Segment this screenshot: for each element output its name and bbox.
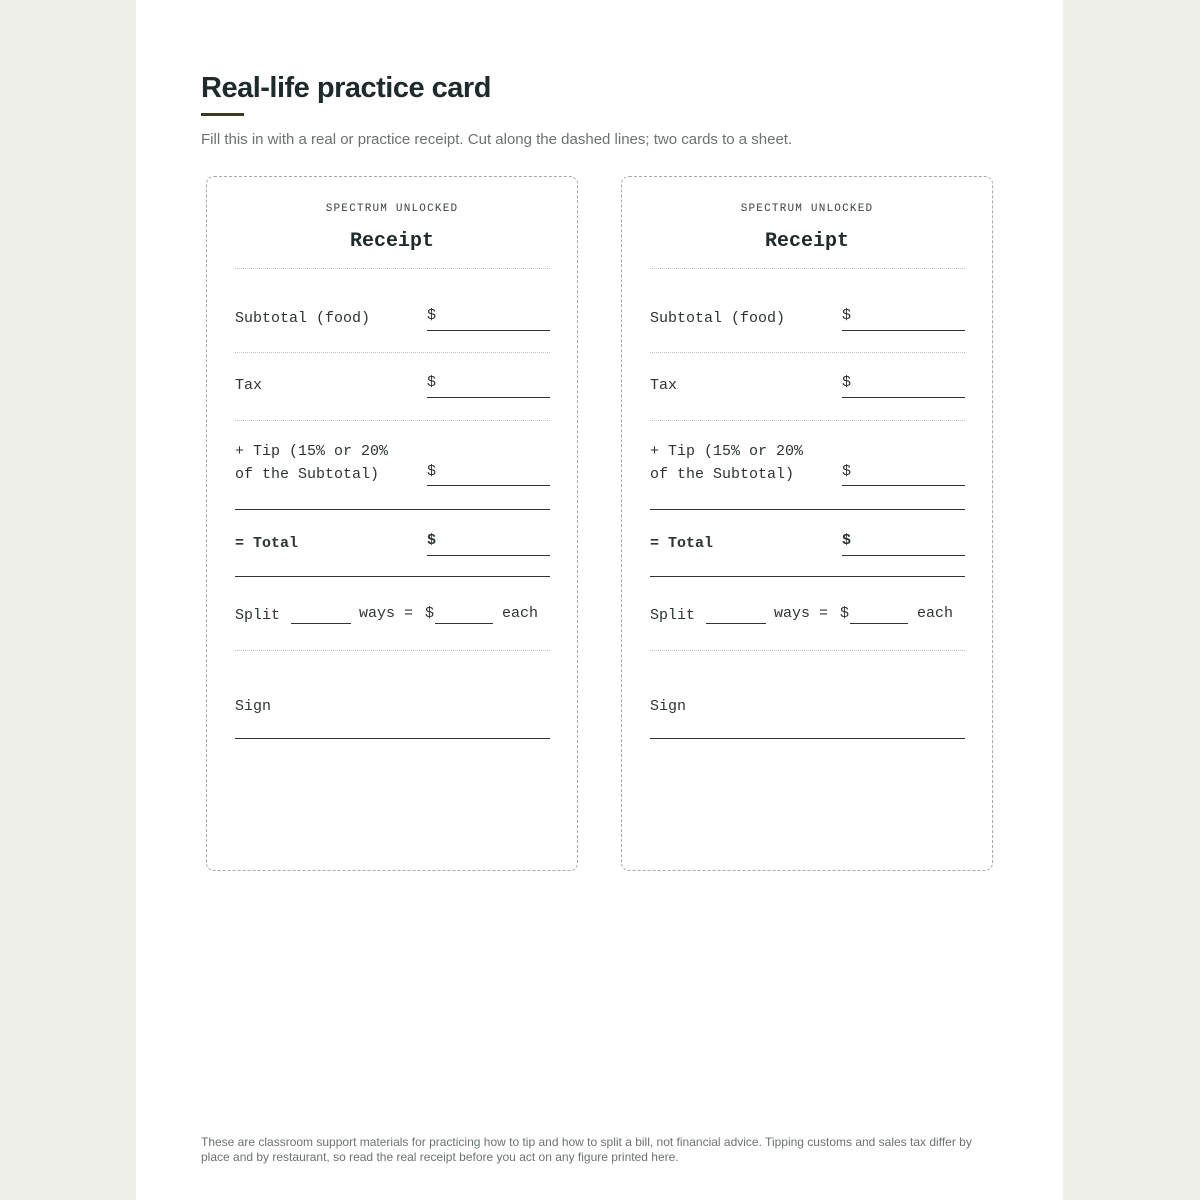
subtotal-write-line[interactable] xyxy=(842,330,965,331)
separator-line xyxy=(235,509,550,510)
total-label: = Total xyxy=(235,535,299,552)
tip-dollar-sign: $ xyxy=(842,463,852,480)
total-dollar-sign: $ xyxy=(427,532,437,549)
divider xyxy=(235,650,550,651)
total-label: = Total xyxy=(650,535,714,552)
ways-label: ways = xyxy=(774,605,829,622)
divider xyxy=(650,420,965,421)
tax-label: Tax xyxy=(235,377,263,394)
signature-line[interactable] xyxy=(235,738,550,739)
split-dollar-sign: $ xyxy=(425,605,435,622)
card-title: Receipt xyxy=(764,230,849,253)
tip-dollar-sign: $ xyxy=(427,463,437,480)
split-dollar-sign: $ xyxy=(840,605,850,622)
receipt-card-left xyxy=(206,176,578,871)
split-ways-write-line[interactable] xyxy=(291,623,351,624)
title-underline xyxy=(201,113,244,116)
intro-text: Fill this in with a real or practice receipt. Cut along the dashed lines; two cards to a sheet. xyxy=(201,131,793,148)
worksheet-page xyxy=(136,0,1063,1200)
total-write-line[interactable] xyxy=(427,555,550,556)
tax-label: Tax xyxy=(650,377,678,394)
tip-write-line[interactable] xyxy=(842,485,965,486)
page-title: Real-life practice card xyxy=(201,72,491,104)
divider xyxy=(235,352,550,353)
subtotal-label: Subtotal (food) xyxy=(650,310,786,327)
divider xyxy=(650,650,965,651)
tip-label-line1: + Tip (15% or 20% xyxy=(650,443,804,460)
sign-label: Sign xyxy=(650,698,687,715)
tax-write-line[interactable] xyxy=(427,397,550,398)
total-write-line[interactable] xyxy=(842,555,965,556)
tip-label-line1: + Tip (15% or 20% xyxy=(235,443,389,460)
tip-label-line2: of the Subtotal) xyxy=(235,466,380,483)
split-ways-write-line[interactable] xyxy=(706,623,766,624)
subtotal-dollar-sign: $ xyxy=(427,307,437,324)
card-brand: SPECTRUM UNLOCKED xyxy=(325,203,459,215)
tax-write-line[interactable] xyxy=(842,397,965,398)
separator-line xyxy=(650,576,965,577)
tip-label-line2: of the Subtotal) xyxy=(650,466,795,483)
card-title: Receipt xyxy=(349,230,434,253)
subtotal-write-line[interactable] xyxy=(427,330,550,331)
divider xyxy=(650,352,965,353)
split-label: Split xyxy=(235,607,281,624)
total-dollar-sign: $ xyxy=(842,532,852,549)
split-amount-write-line[interactable] xyxy=(435,623,493,624)
sign-label: Sign xyxy=(235,698,272,715)
tip-write-line[interactable] xyxy=(427,485,550,486)
divider xyxy=(235,268,550,269)
each-label: each xyxy=(502,605,539,622)
subtotal-dollar-sign: $ xyxy=(842,307,852,324)
divider xyxy=(650,268,965,269)
receipt-card-right xyxy=(621,176,993,871)
divider xyxy=(235,420,550,421)
card-brand: SPECTRUM UNLOCKED xyxy=(740,203,874,215)
split-amount-write-line[interactable] xyxy=(850,623,908,624)
separator-line xyxy=(235,576,550,577)
separator-line xyxy=(650,509,965,510)
each-label: each xyxy=(917,605,954,622)
subtotal-label: Subtotal (food) xyxy=(235,310,371,327)
tax-dollar-sign: $ xyxy=(842,374,852,391)
disclaimer-footer: These are classroom support materials for practicing how to tip and how to split a bill, not financial advice. Tipping customs and sales tax differ by place and by restaurant, so read the real receipt before you act on any figure printed here. xyxy=(201,1135,972,1164)
tax-dollar-sign: $ xyxy=(427,374,437,391)
split-label: Split xyxy=(650,607,696,624)
ways-label: ways = xyxy=(359,605,414,622)
signature-line[interactable] xyxy=(650,738,965,739)
